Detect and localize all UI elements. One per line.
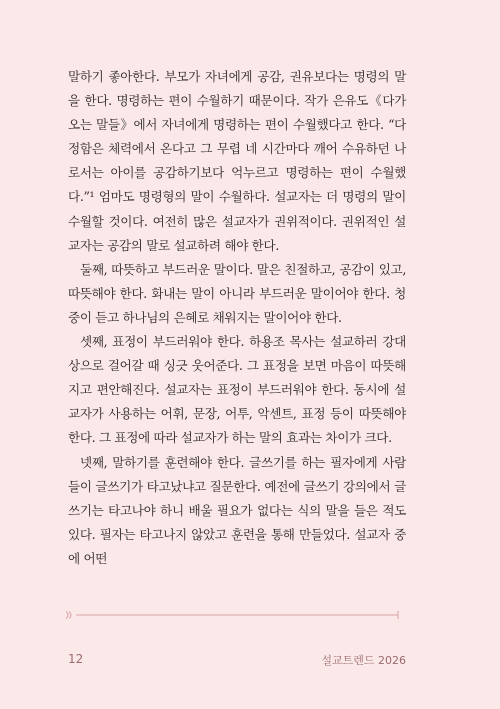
paragraph-3: 셋째, 표정이 부드러워야 한다. 하용조 목사는 설교하러 강대상으로 걸어갈 때 싱긋 웃어준다. 그 표정을 보면 마음이 따뜻해지고 편안해진다. 설교자는 표정이 부드러워야 한다. 동시에 설교자가 사용하는 어휘, 문장, 어투, 악센트, 표정 등이 따뜻해야 한다. 그 표정에 따라 설교자가 하는 말의 효과는 차이가 크다.	[68, 334, 406, 446]
body-text	[68, 65, 406, 571]
paragraph-4: 넷째, 말하기를 훈련해야 한다. 글쓰기를 하는 필자에게 사람들이 글쓰기가 타고났냐고 질문한다. 예전에 글쓰기 강의에서 글쓰기는 타고나야 하니 배울 필요가 없다는 식의 말을 들은 적도 있다. 필자는 타고나지 않았고 훈련을 통해 만들었다. 설교자 중에 어떤	[68, 454, 406, 566]
paragraph-2: 둘째, 따뜻하고 부드러운 말이다. 말은 친절하고, 공감이 있고, 따뜻해야 한다. 화내는 말이 아니라 부드러운 말이어야 한다. 청중이 듣고 하나님의 은혜로 채워지는 말이어야 한다.	[68, 261, 406, 325]
running-title: 설교트렌드 2026	[321, 654, 406, 667]
footer-rule	[64, 610, 404, 620]
page-number: 12	[68, 652, 84, 666]
paragraph-1: 말하기 좋아한다. 부모가 자녀에게 공감, 권유보다는 명령의 말을 한다. 명령하는 편이 수월하기 때문이다. 작가 은유도《다가오는 말들》에서 자녀에게 명령하는 편이 수월했다고 한다. “다정함은 체력에서 온다고 그 무렵 네 시간마다 깨어 수유하던 나로서는 아이를 공감하기보다 억누르고 명령하는 편이 수월했다.”¹ 엄마도 명령형의 말이 수월하다. 설교자는 더 명령의 말이 수월할 것이다. 여전히 많은 설교자가 권위적이다. 권위적인 설교자는 공감의 말로 설교하려 해야 한다.	[68, 69, 406, 253]
rule-ornament-left-icon	[66, 612, 71, 619]
